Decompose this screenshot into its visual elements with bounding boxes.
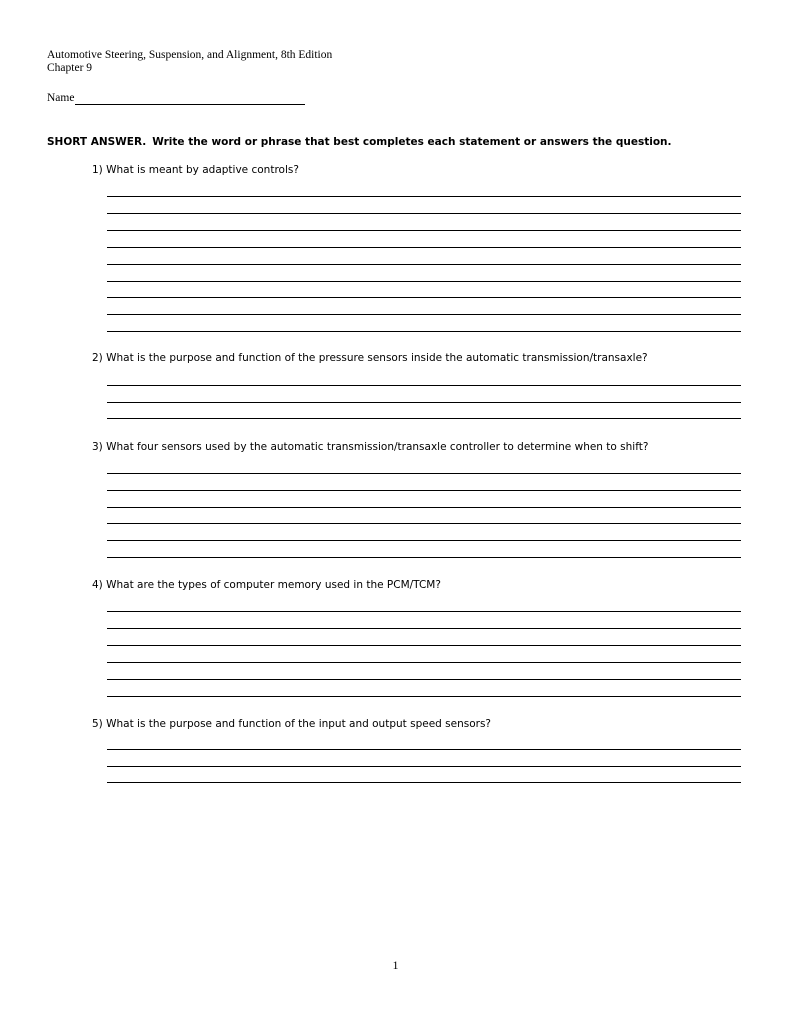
answer-line[interactable] xyxy=(107,297,741,298)
answer-line[interactable] xyxy=(107,314,741,315)
name-label: Name xyxy=(47,92,75,104)
question-4 xyxy=(92,578,441,592)
question-number: 5) xyxy=(92,718,103,730)
page-number: 1 xyxy=(392,958,399,972)
answer-line[interactable] xyxy=(107,540,741,541)
answer-line[interactable] xyxy=(107,749,741,750)
instructions-lead: SHORT ANSWER. xyxy=(47,136,147,148)
answer-line[interactable] xyxy=(107,230,741,231)
answer-line[interactable] xyxy=(107,679,741,680)
answer-line[interactable] xyxy=(107,418,741,419)
answer-line[interactable] xyxy=(107,696,741,697)
question-number: 2) xyxy=(92,352,103,364)
question-2 xyxy=(92,351,648,365)
document-header xyxy=(47,49,332,75)
answer-line[interactable] xyxy=(107,385,741,386)
answer-line[interactable] xyxy=(107,490,741,491)
answer-line[interactable] xyxy=(107,264,741,265)
chapter-label: Chapter 9 xyxy=(47,62,93,74)
question-text: What four sensors used by the automatic transmission/transaxle controller to determine when to shift? xyxy=(106,441,649,453)
answer-line[interactable] xyxy=(107,281,741,282)
name-input-line[interactable] xyxy=(75,92,305,105)
answer-line[interactable] xyxy=(107,507,741,508)
question-text: What is the purpose and function of the pressure sensors inside the automatic transmission/transaxle? xyxy=(106,352,648,364)
answer-line[interactable] xyxy=(107,645,741,646)
answer-line[interactable] xyxy=(107,473,741,474)
answer-line[interactable] xyxy=(107,611,741,612)
question-5 xyxy=(92,717,491,731)
answer-line[interactable] xyxy=(107,331,741,332)
answer-line[interactable] xyxy=(107,402,741,403)
answer-line[interactable] xyxy=(107,628,741,629)
answer-line[interactable] xyxy=(107,557,741,558)
name-field[interactable] xyxy=(47,92,305,105)
instructions xyxy=(47,135,672,149)
question-number: 3) xyxy=(92,441,103,453)
question-3 xyxy=(92,440,648,454)
answer-line[interactable] xyxy=(107,523,741,524)
question-number: 4) xyxy=(92,579,103,591)
question-text: What is meant by adaptive controls? xyxy=(106,164,299,176)
question-text: What is the purpose and function of the input and output speed sensors? xyxy=(106,718,491,730)
question-1 xyxy=(92,163,299,177)
answer-line[interactable] xyxy=(107,766,741,767)
question-number: 1) xyxy=(92,164,103,176)
answer-line[interactable] xyxy=(107,782,741,783)
answer-line[interactable] xyxy=(107,196,741,197)
instructions-text: Write the word or phrase that best completes each statement or answers the question. xyxy=(152,136,672,148)
question-text: What are the types of computer memory used in the PCM/TCM? xyxy=(106,579,441,591)
answer-line[interactable] xyxy=(107,662,741,663)
answer-line[interactable] xyxy=(107,247,741,248)
book-title: Automotive Steering, Suspension, and Alignment, 8th Edition xyxy=(47,49,333,61)
answer-line[interactable] xyxy=(107,213,741,214)
